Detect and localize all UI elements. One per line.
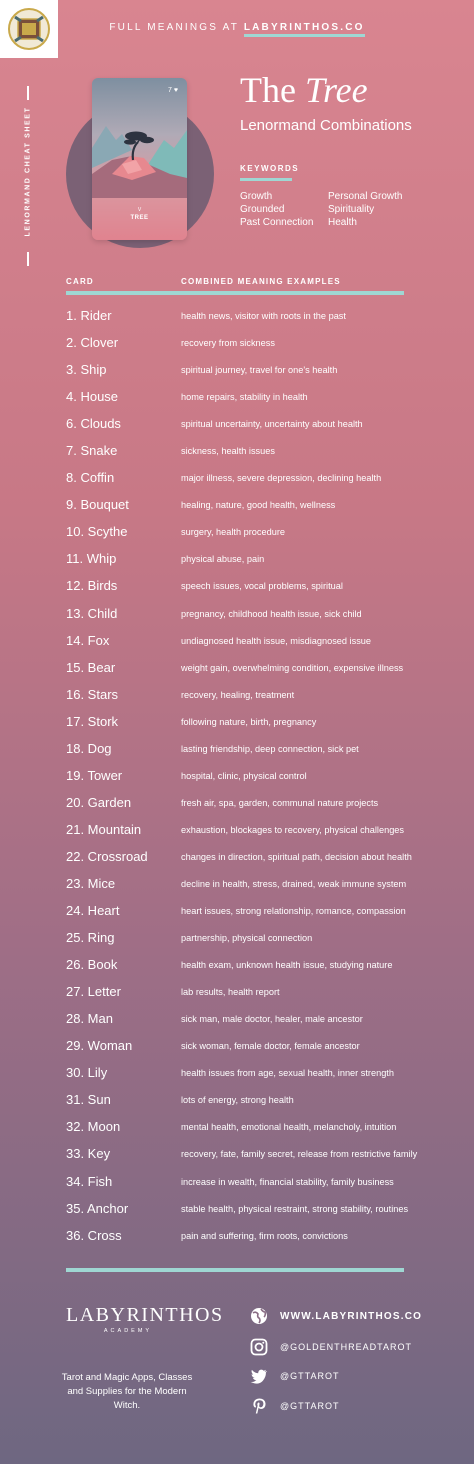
row-card-name: 18. Dog (66, 740, 112, 756)
table-row (66, 466, 446, 493)
row-meaning: recovery from sickness (181, 338, 275, 349)
table-header-meaning: COMBINED MEANING EXAMPLES (181, 277, 341, 286)
table-row (66, 845, 446, 872)
table-row (66, 1007, 446, 1034)
table-row (66, 1034, 446, 1061)
table-row (66, 574, 446, 601)
table-row (66, 1088, 446, 1115)
table-row (66, 520, 446, 547)
row-card-name: 16. Stars (66, 686, 119, 702)
website-link[interactable] (250, 1306, 450, 1326)
row-meaning: spiritual journey, travel for one's health (181, 365, 338, 376)
table-row (66, 304, 446, 331)
row-meaning: hospital, clinic, physical control (181, 770, 307, 781)
row-meaning: weight gain, overwhelming condition, expensive illness (181, 662, 404, 673)
table-row (66, 872, 446, 899)
table-row (66, 629, 446, 656)
row-meaning: major illness, severe depression, declining health (181, 473, 382, 484)
row-card-name: 26. Book (66, 957, 118, 973)
keyword-item: Personal Growth (328, 191, 403, 202)
twitter-icon (250, 1367, 268, 1385)
table-row (66, 737, 446, 764)
row-meaning: mental health, emotional health, melancholy, intuition (181, 1122, 397, 1133)
row-card-name: 27. Letter (66, 984, 121, 1000)
row-card-name: 33. Key (66, 1146, 111, 1162)
table-row (66, 953, 446, 980)
table-row (66, 710, 446, 737)
row-card-name: 8. Coffin (66, 470, 115, 486)
globe-icon (250, 1307, 268, 1325)
row-card-name: 25. Ring (66, 930, 115, 946)
instagram-icon (250, 1338, 268, 1356)
keyword-item: Past Connection (240, 217, 314, 228)
table-row (66, 926, 446, 953)
row-card-name: 36. Cross (66, 1227, 122, 1243)
row-meaning: lots of energy, strong health (181, 1095, 294, 1106)
row-meaning: speech issues, vocal problems, spiritual (181, 581, 343, 592)
row-card-name: 24. Heart (66, 903, 120, 919)
row-card-name: 12. Birds (66, 578, 118, 594)
table-row (66, 818, 446, 845)
brand-name: LABYRINTHOS (66, 1304, 224, 1326)
combinations-table (66, 304, 446, 1251)
row-card-name: 7. Snake (66, 443, 118, 459)
sidebar-bar-top (27, 86, 29, 100)
row-card-name: 17. Stork (66, 713, 119, 729)
row-meaning: partnership, physical connection (181, 933, 313, 944)
row-meaning: sickness, health issues (181, 446, 275, 457)
row-card-name: 1. Rider (66, 308, 112, 323)
table-row (66, 656, 446, 683)
row-meaning: pregnancy, childhood health issue, sick child (181, 608, 362, 619)
twitter-text: @GTTAROT (280, 1371, 340, 1381)
keywords-heading: KEYWORDS (240, 164, 292, 181)
title-card-name: Tree (304, 70, 368, 110)
row-card-name: 31. Sun (66, 1092, 111, 1108)
table-divider-top (66, 291, 404, 295)
table-row (66, 791, 446, 818)
pinterest-text: @GTTAROT (280, 1401, 340, 1411)
row-card-name: 22. Crossroad (66, 848, 148, 864)
brand-subtitle: ACADEMY (103, 1328, 153, 1334)
table-row (66, 1170, 446, 1197)
row-card-name: 3. Ship (66, 362, 107, 378)
table-row (66, 1142, 446, 1169)
row-meaning: undiagnosed health issue, misdiagnosed issue (181, 635, 372, 646)
table-row (66, 602, 446, 629)
table-row (66, 1061, 446, 1088)
row-meaning: home repairs, stability in health (181, 392, 308, 403)
table-row (66, 547, 446, 574)
row-card-name: 29. Woman (66, 1038, 133, 1054)
table-row (66, 358, 446, 385)
row-meaning: heart issues, strong relationship, romance, compassion (181, 906, 406, 917)
table-row (66, 493, 446, 520)
row-meaning: health news, visitor with roots in the past (181, 311, 346, 321)
row-meaning: stable health, physical restraint, strong stability, routines (181, 1203, 409, 1214)
sidebar-label: LENORMAND CHEAT SHEET (24, 106, 32, 237)
header-prefix: FULL MEANINGS AT (109, 22, 244, 33)
header-link (0, 22, 474, 33)
footer-divider (66, 1268, 404, 1272)
table-row (66, 1115, 446, 1142)
table-row (66, 980, 446, 1007)
title-the: The (240, 70, 305, 110)
page-title (240, 70, 368, 110)
twitter-link[interactable] (250, 1366, 450, 1386)
footer-tagline: Tarot and Magic Apps, Classes and Supplies for the Modern Witch. (61, 1372, 193, 1411)
table-header-card: CARD (66, 277, 94, 286)
row-meaning: surgery, health procedure (181, 527, 286, 538)
pinterest-link[interactable] (250, 1396, 450, 1416)
card-roman-numeral: V (137, 207, 142, 213)
row-meaning: health exam, unknown health issue, studying nature (181, 960, 393, 971)
table-row (66, 439, 446, 466)
row-card-name: 23. Mice (66, 875, 116, 891)
table-row (66, 683, 446, 710)
row-card-name: 10. Scythe (66, 524, 128, 540)
keywords-right-column (328, 190, 402, 229)
table-row (66, 331, 446, 358)
pinterest-icon (250, 1397, 268, 1415)
row-card-name: 11. Whip (66, 551, 117, 567)
tree-card (92, 78, 187, 240)
row-card-name: 19. Tower (66, 767, 123, 783)
keyword-item: Spirituality (328, 204, 375, 215)
row-meaning: spiritual uncertainty, uncertainty about health (181, 419, 363, 430)
row-meaning: physical abuse, pain (181, 554, 265, 565)
row-meaning: increase in wealth, financial stability, family business (181, 1176, 394, 1187)
row-card-name: 9. Bouquet (66, 497, 129, 513)
keywords-left-column (240, 190, 313, 229)
row-card-name: 13. Child (66, 605, 118, 621)
table-row (66, 899, 446, 926)
card-name: TREE (130, 215, 149, 221)
row-meaning: following nature, birth, pregnancy (181, 716, 317, 727)
table-row (66, 764, 446, 791)
row-meaning: decline in health, stress, drained, weak immune system (181, 878, 407, 889)
row-card-name: 34. Fish (66, 1173, 113, 1189)
row-meaning: healing, nature, good health, wellness (181, 500, 336, 511)
row-meaning: sick man, male doctor, healer, male ancestor (181, 1014, 363, 1025)
row-meaning: lab results, health report (181, 987, 280, 998)
keyword-item: Growth (240, 191, 273, 202)
row-meaning: recovery, fate, family secret, release from restrictive family (181, 1149, 418, 1160)
row-card-name: 28. Man (66, 1011, 113, 1027)
row-meaning: pain and suffering, firm roots, convictions (181, 1230, 348, 1241)
row-card-name: 32. Moon (66, 1119, 121, 1135)
row-card-name: 35. Anchor (66, 1200, 129, 1216)
page-subtitle: Lenormand Combinations (240, 117, 412, 134)
row-card-name: 2. Clover (66, 335, 119, 351)
table-row (66, 412, 446, 439)
row-card-name: 14. Fox (66, 632, 110, 648)
instagram-link[interactable] (250, 1337, 450, 1357)
table-row (66, 1224, 446, 1251)
row-card-name: 15. Bear (66, 659, 116, 675)
table-row (66, 1197, 446, 1224)
row-meaning: recovery, healing, treatment (181, 689, 295, 700)
website-text: WWW.LABYRINTHOS.CO (280, 1310, 423, 1322)
header-site-link[interactable]: LABYRINTHOS.CO (244, 22, 365, 37)
table-row (66, 385, 446, 412)
row-meaning: exhaustion, blockages to recovery, physical challenges (181, 824, 405, 835)
row-card-name: 21. Mountain (66, 821, 142, 837)
row-meaning: sick woman, female doctor, female ancestor (181, 1041, 360, 1052)
instagram-text: @GOLDENTHREADTAROT (280, 1342, 412, 1352)
keyword-item: Health (328, 217, 357, 228)
row-card-name: 6. Clouds (66, 416, 121, 432)
row-meaning: changes in direction, spiritual path, decision about health (181, 851, 412, 862)
row-meaning: lasting friendship, deep connection, sick pet (181, 743, 359, 754)
row-card-name: 4. House (66, 389, 119, 405)
row-meaning: health issues from age, sexual health, inner strength (181, 1068, 394, 1079)
sidebar-bar-bottom (27, 252, 29, 266)
row-meaning: fresh air, spa, garden, communal nature projects (181, 797, 379, 808)
keyword-item: Grounded (240, 204, 285, 215)
sidebar (20, 86, 36, 266)
row-card-name: 20. Garden (66, 794, 132, 810)
card-number: 7 ♥ (168, 87, 178, 94)
row-card-name: 30. Lily (66, 1065, 108, 1081)
footer-brand[interactable] (66, 1304, 224, 1334)
